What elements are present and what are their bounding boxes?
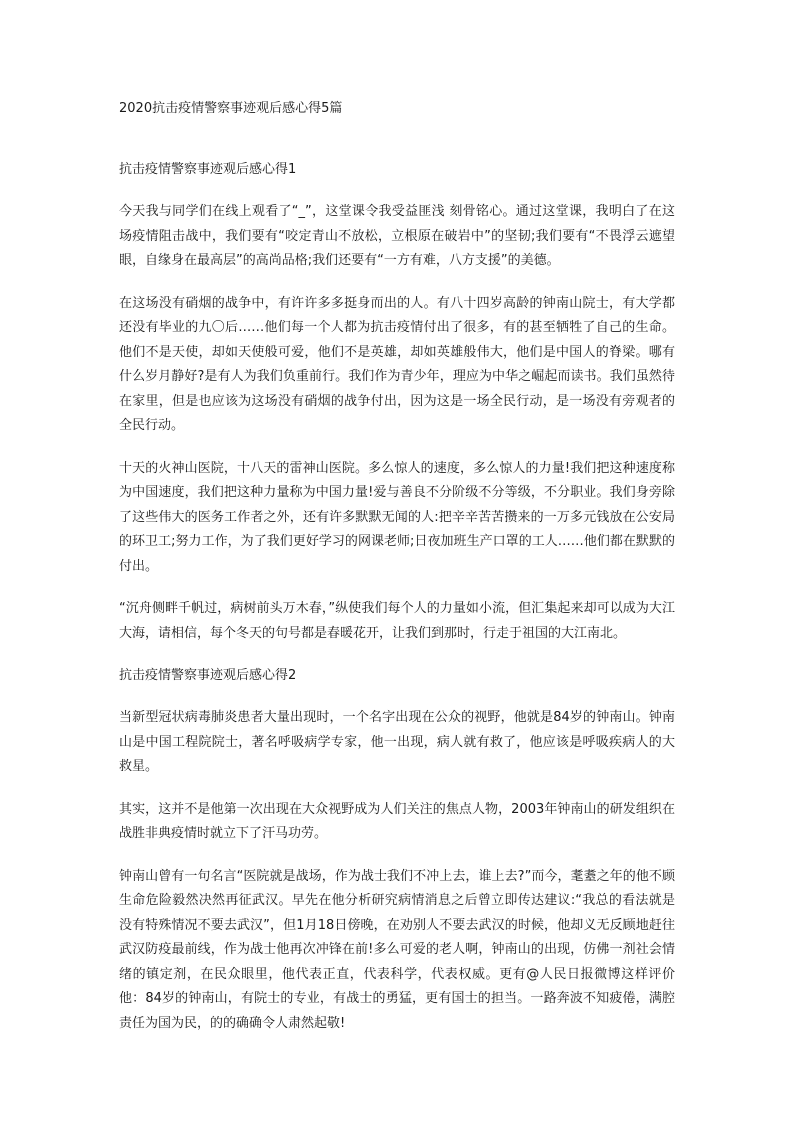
paragraph: 今天我与同学们在线上观看了“_”，这堂课令我受益匪浅 刻骨铭心。通过这堂课，我明白了在这场疫情阻击战中，我们要有“咬定青山不放松，立根原在破岩中”的坚韧;我们要有“不畏浮云遮望眼，自缘身在最高层”的高尚品格;我们还要有“一方有难，八方支援”的美德。 xyxy=(119,204,675,268)
section-heading: 抗击疫情警察事迹观后感心得1 xyxy=(119,162,297,177)
document-title: 2020抗击疫情警察事迹观后感心得5篇 xyxy=(119,101,343,116)
paragraph: 十天的火神山医院，十八天的雷神山医院。多么惊人的速度，多么惊人的力量!我们把这种速度称为中国速度，我们把这种力量称为中国力量!爱与善良不分阶级不分等级，不分职业。我们身旁除了这些伟大的医务工作者之外，还有许多默默无闻的人:把辛辛苦苦攒来的一万多元钱放在公安局的环卫工;努力工作，为了我们更好学习的网课老师;日夜加班生产口罩的工人……他们都在默默的付出。 xyxy=(119,460,675,574)
section-1 xyxy=(119,158,675,646)
paragraph: 其实，这并不是他第一次出现在大众视野成为人们关注的焦点人物，2003年钟南山的研发组织在战胜非典疫情时就立下了汗马功劳。 xyxy=(119,801,675,841)
paragraph: “沉舟侧畔千帆过，病树前头万木春，”纵使我们每个人的力量如小流，但汇集起来却可以成为大江大海，请相信，每个冬天的句号都是春暖花开，让我们到那时，行走于祖国的大江南北。 xyxy=(119,601,675,641)
paragraph: 当新型冠状病毒肺炎患者大量出现时，一个名字出现在公众的视野，他就是84岁的钟南山。钟南山是中国工程院院士，著名呼吸病学专家，他一出现，病人就有救了，他应该是呼吸疾病人的大救星。 xyxy=(119,710,675,774)
document-body xyxy=(119,158,675,1054)
section-heading: 抗击疫情警察事迹观后感心得2 xyxy=(119,668,297,683)
paragraph: 钟南山曾有一句名言“医院就是战场，作为战士我们不冲上去，谁上去?”而今，耄耋之年的他不顾生命危险毅然决然再征武汉。早先在他分析研究病情消息之后曾立即传达建议:“我总的看法就是没有特殊情况不要去武汉”，但1月18日傍晚，在劝别人不要去武汉的时候，他却义无反顾地赶往武汉防疫最前线，作为战士他再次冲锋在前!多么可爱的老人啊，钟南山的出现，仿佛一剂社会情绪的镇定剂，在民众眼里，他代表正直，代表科学，代表权威。更有@人民日报微博这样评价他：84岁的钟南山，有院士的专业，有战士的勇猛，更有国士的担当。一路奔波不知疲倦，满腔责任为国为民，的的确确令人肃然起敬! xyxy=(119,868,675,1031)
section-2 xyxy=(119,664,675,1036)
paragraph: 在这场没有硝烟的战争中，有许许多多挺身而出的人。有八十四岁高龄的钟南山院士，有大学都还没有毕业的九〇后……他们每一个人都为抗击疫情付出了很多，有的甚至牺牲了自己的生命。他们不是天使，却如天使般可爱，他们不是英雄，却如英雄般伟大，他们是中国人的脊梁。哪有什么岁月静好?是有人为我们负重前行。我们作为青少年，理应为中华之崛起而读书。我们虽然待在家里，但是也应该为这场没有硝烟的战争付出，因为这是一场全民行动，是一场没有旁观者的全民行动。 xyxy=(119,295,675,433)
